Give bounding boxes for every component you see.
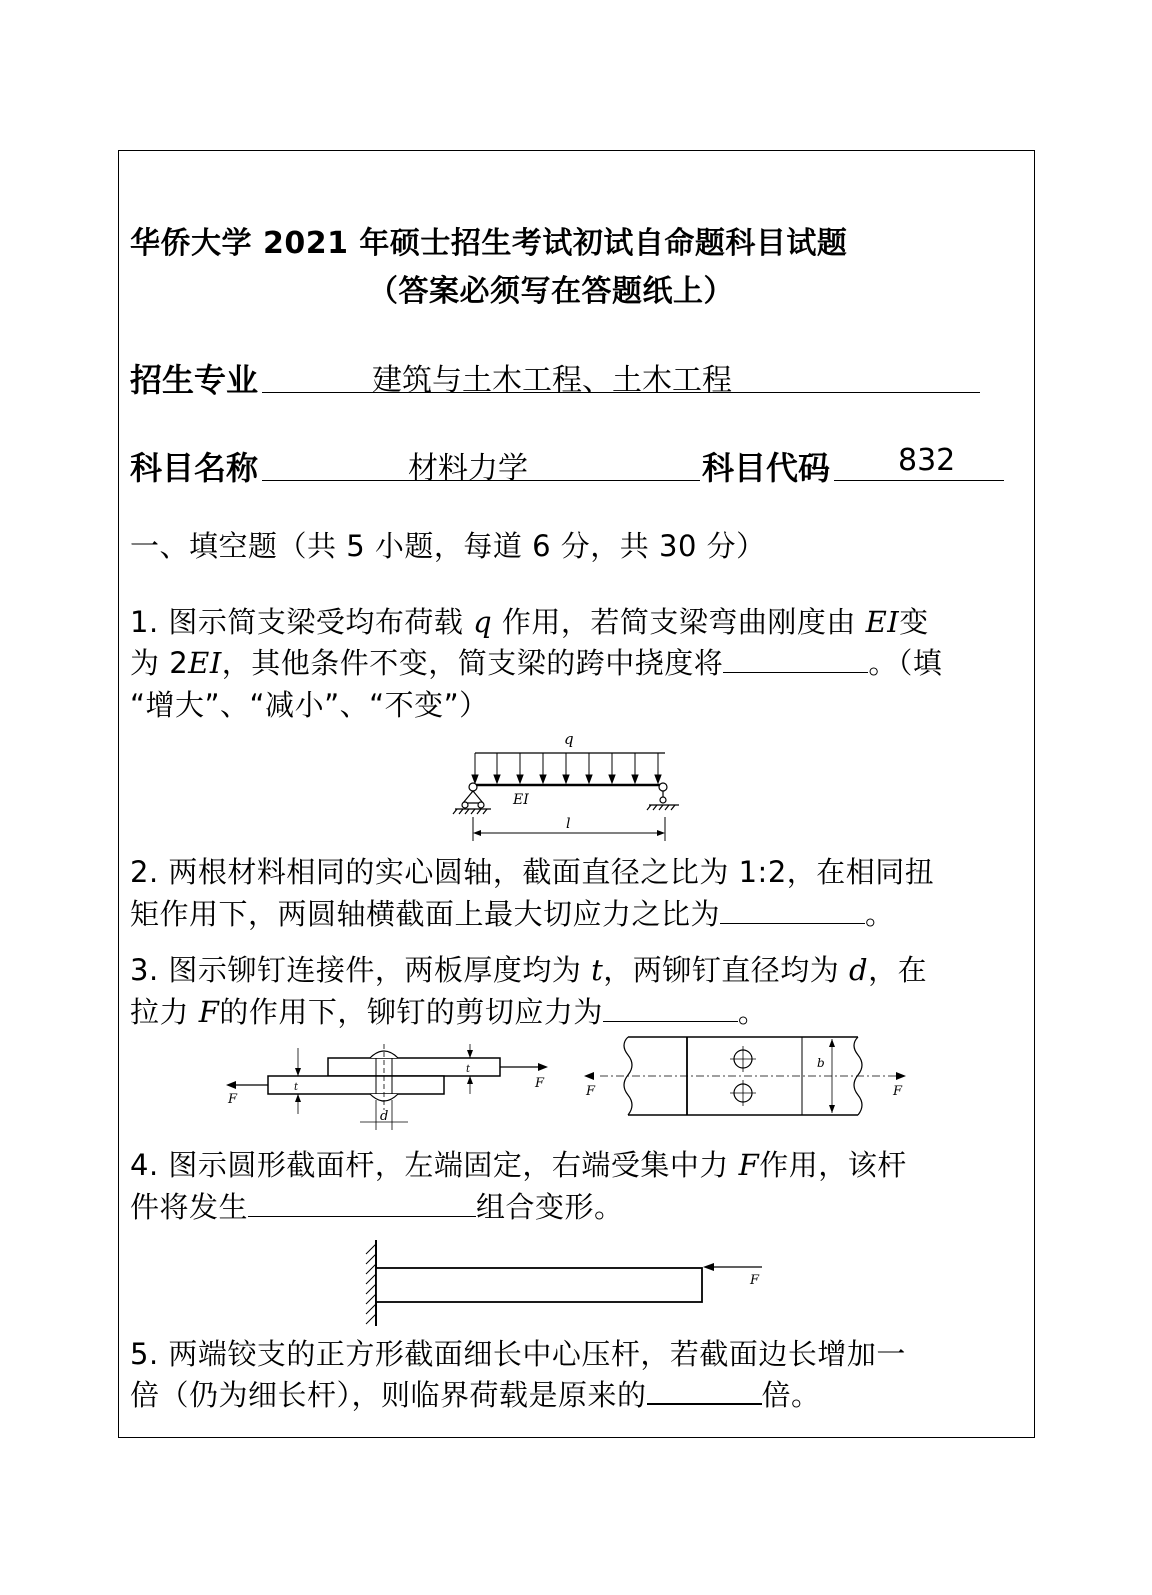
b-dim-arrow-top: [829, 1039, 835, 1047]
q1-text-a: 1. 图示简支梁受均布荷载: [130, 605, 474, 639]
q5-answer-blank: [647, 1377, 762, 1405]
q1-symbol-ei-2: EI: [188, 646, 222, 680]
q3-text-e: 的作用下，铆钉的剪切应力为: [219, 995, 603, 1029]
q4-text-b: 作用，该杆: [759, 1148, 907, 1182]
side-label-d: d: [380, 1109, 389, 1124]
q1-text-f: 。（填: [868, 646, 943, 680]
bar-label-f: F: [750, 1273, 760, 1288]
q1-text-c: 变: [899, 605, 929, 639]
exam-title: 华侨大学 2021 年硕士招生考试初试自命题科目试题: [130, 226, 848, 261]
side-label-f-right: F: [535, 1076, 545, 1091]
beam-right-support: [647, 783, 679, 810]
b-dim-arrow-bottom: [829, 1105, 835, 1113]
beam-load-arrows: [472, 753, 661, 783]
beam-left-support: [453, 783, 491, 814]
q3-symbol-t: t: [591, 953, 604, 987]
q3-text-d: 拉力: [130, 995, 199, 1029]
subject-value: 材料力学: [408, 451, 528, 486]
t-dim-top-arrow-2: [467, 1076, 473, 1084]
q1-line3: “增大”、“减小”、“不变”）: [130, 688, 489, 722]
beam-label-l: l: [566, 816, 571, 832]
code-value: 832: [898, 443, 956, 478]
q4-line2: [130, 1185, 624, 1226]
q1-text-e: ，其他条件不变，简支梁的跨中挠度将: [221, 646, 724, 680]
force-right-arrow: [538, 1063, 548, 1071]
q5-line2: [130, 1373, 821, 1414]
q1-line1: [130, 600, 929, 641]
q1-line2: [130, 641, 942, 682]
q3-line2: [130, 990, 767, 1031]
t-dim-bottom-arrow: [295, 1068, 301, 1076]
bar-figure: [360, 1236, 770, 1328]
q1-text-b: 作用，若简支梁弯曲刚度由: [492, 605, 866, 639]
q4-text-d: 组合变形。: [476, 1190, 624, 1224]
q2-answer-blank: [720, 897, 865, 924]
q5-line1: 5. 两端铰支的正方形截面细长中心压杆，若截面边长增加一: [130, 1337, 906, 1371]
q3-text-a: 3. 图示铆钉连接件，两板厚度均为: [130, 953, 592, 987]
beam-dim-arrow-right: [657, 830, 665, 836]
force-left-arrow: [226, 1081, 236, 1089]
upper-plate: [328, 1058, 500, 1076]
code-underline: [834, 480, 1004, 481]
major-value: 建筑与土木工程、土木工程: [372, 363, 732, 398]
top-label-b: b: [817, 1056, 825, 1070]
beam-figure: [445, 725, 695, 845]
wall-hatching: [366, 1244, 376, 1324]
q4-line1: [130, 1143, 907, 1184]
top-force-right-arrow: [896, 1072, 906, 1080]
round-bar: [376, 1268, 702, 1302]
q2-line1: 2. 两根材料相同的实心圆轴，截面直径之比为 1:2，在相同扭: [130, 855, 935, 889]
q3-line1: [130, 948, 927, 989]
code-label: 科目代码: [702, 449, 831, 487]
q2-line2: [130, 892, 895, 933]
side-label-f-left: F: [228, 1092, 238, 1107]
beam-label-ei: EI: [513, 792, 529, 808]
t-dim-top-arrow: [467, 1050, 473, 1058]
q3-symbol-f: F: [198, 995, 220, 1029]
q4-text-c: 件将发生: [130, 1190, 249, 1224]
beam-dim-arrow-left: [473, 830, 481, 836]
side-label-t-bottom: t: [294, 1082, 299, 1093]
top-label-f-left: F: [586, 1084, 596, 1099]
q2-text-b: 。: [865, 897, 895, 931]
q4-text-a: 4. 图示圆形截面杆，左端固定，右端受集中力: [130, 1148, 739, 1182]
subject-label: 科目名称: [130, 449, 259, 487]
top-label-f-right: F: [893, 1084, 903, 1099]
side-label-t-top: t: [466, 1064, 471, 1075]
bar-force-arrow: [703, 1263, 714, 1271]
rivet-side-figure: [222, 1040, 562, 1135]
t-dim-bottom-arrow-2: [295, 1094, 301, 1102]
q4-symbol-f: F: [738, 1148, 760, 1182]
q3-text-c: ，在: [868, 953, 928, 987]
q3-answer-blank: [603, 995, 738, 1022]
major-label: 招生专业: [130, 361, 259, 399]
top-force-left-arrow: [584, 1072, 594, 1080]
q5-text-a: 倍（仍为细长杆），则临界荷载是原来的: [130, 1378, 647, 1412]
q2-text-a: 矩作用下，两圆轴横截面上最大切应力之比为: [130, 897, 721, 931]
q3-text-f: 。: [737, 995, 768, 1029]
q5-text-b: 倍。: [761, 1378, 821, 1412]
q3-symbol-d: d: [848, 953, 869, 987]
beam-label-q: q: [564, 730, 574, 748]
rivet-top-figure: [580, 1035, 915, 1120]
section-heading: 一、填空题（共 5 小题，每道 6 分，共 30 分）: [130, 529, 766, 563]
q1-answer-blank: [723, 646, 868, 673]
q1-symbol-ei: EI: [865, 605, 900, 639]
q1-symbol-q: q: [473, 605, 493, 639]
exam-subtitle: （答案必须写在答题纸上）: [368, 274, 734, 309]
q1-text-d: 为 2: [130, 646, 189, 680]
q3-text-b: ，两铆钉直径均为: [603, 953, 849, 987]
q4-answer-blank: [248, 1190, 476, 1217]
